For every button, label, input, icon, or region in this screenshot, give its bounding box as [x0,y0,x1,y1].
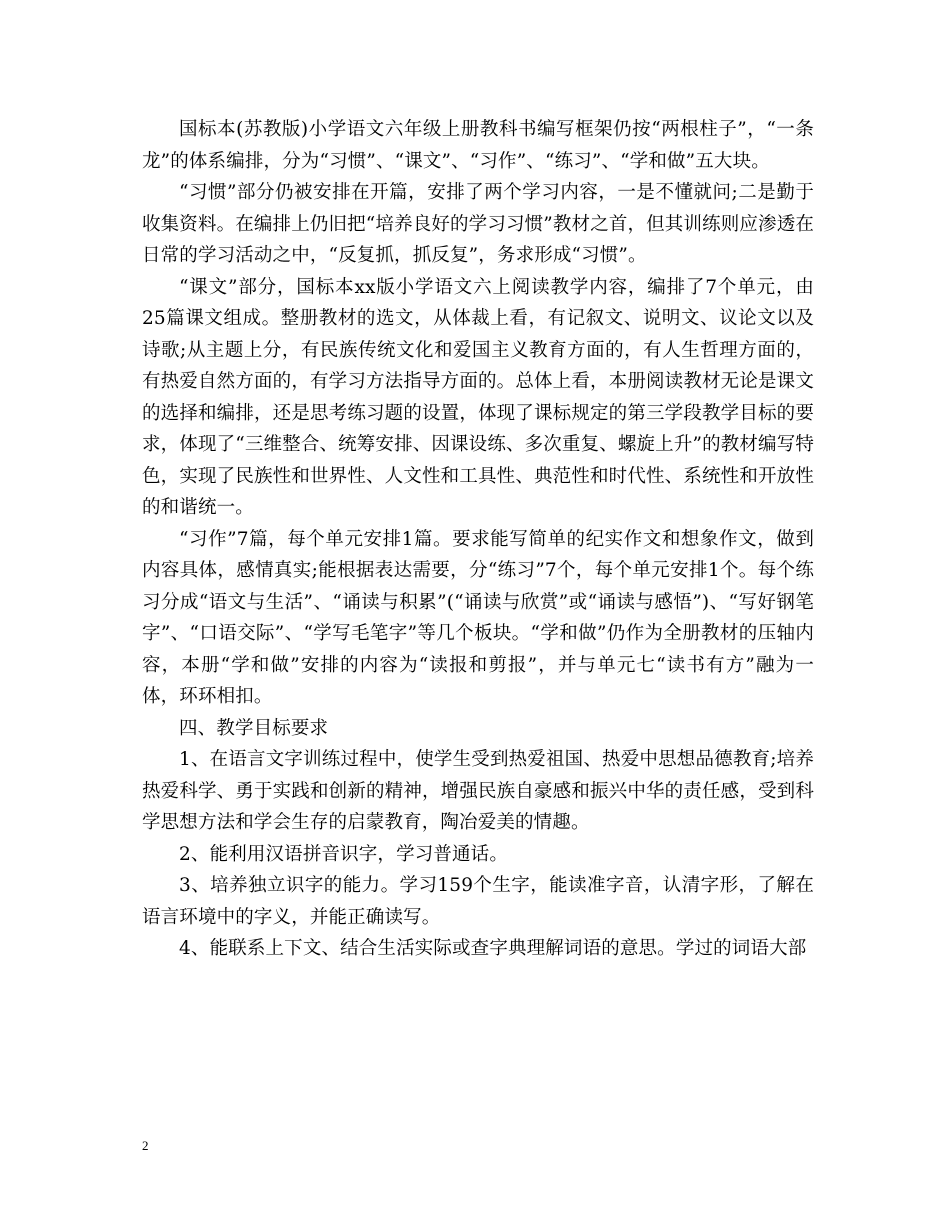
goal-item-4: 4、能联系上下文、结合生活实际或查字典理解词语的意思。学过的词语大部 [179,938,807,959]
page-number: 2 [142,1138,149,1153]
paragraph-habits: “习惯”部分仍被安排在开篇，安排了两个学习内容，一是不懂就问;二是勤于收集资料。在编排上仍旧把“培养良好的学习习惯”教材之首，但其训练则应渗透在日常的学习活动之中，“反复抓，抓反复”，务求形成“习惯”。 [142,182,814,266]
goal-item-2: 2、能利用汉语拼音识字，学习普通话。 [179,843,508,865]
goal-item-3: 3、培养独立识字的能力。学习159个生字，能读准字音，认清字形，了解在语言环境中的字义，并能正确读写。 [142,875,814,928]
section-heading-goals: 四、教学目标要求 [179,717,329,739]
paragraph-texts: “课文”部分，国标本xx版小学语文六上阅读教学内容，编排了7个单元，由25篇课文组成。整册教材的选文，从体裁上看，有记叙文、说明文、议论文以及诗歌;从主题上分，有民族传统文化和爱国主义教育方面的，有人生哲理方面的，有热爱自然方面的，有学习方法指导方面的。总体上看，本册阅读教材无论是课文的选择和编排，还是思考练习题的设置，体现了课标规定的第三学段教学目标的要求，体现了“三维整合、统筹安排、因课设练、多次重复、螺旋上升”的教材编写特色，实现了民族性和世界性、人文性和工具性、典范性和时代性、系统性和开放性的和谐统一。 [142,276,814,518]
paragraph-writing: “习作”7篇，每个单元安排1篇。要求能写简单的纪实作文和想象作文，做到内容具体，感情真实;能根据表达需要，分“练习”7个，每个单元安排1个。每个练习分成“语文与生活”、“诵读与积累”(“诵读与欣赏”或“诵读与感悟”)、“写好钢笔字”、“口语交际”、“学写毛笔字”等几个板块。“学和做”仍作为全册教材的压轴内容，本册“学和做”安排的内容为“读报和剪报”，并与单元七“读书有方”融为一体，环环相扣。 [142,528,814,707]
document-body [142,114,814,965]
paragraph-framework: 国标本(苏教版)小学语文六年级上册教科书编写框架仍按“两根柱子”，“一条龙”的体系编排，分为“习惯”、“课文”、“习作”、“练习”、“学和做”五大块。 [142,119,814,172]
goal-item-1: 1、在语言文字训练过程中，使学生受到热爱祖国、热爱中思想品德教育;培养热爱科学、勇于实践和创新的精神，增强民族自豪感和振兴中华的责任感，受到科学思想方法和学会生存的启蒙教育，陶冶爱美的情趣。 [142,749,814,833]
